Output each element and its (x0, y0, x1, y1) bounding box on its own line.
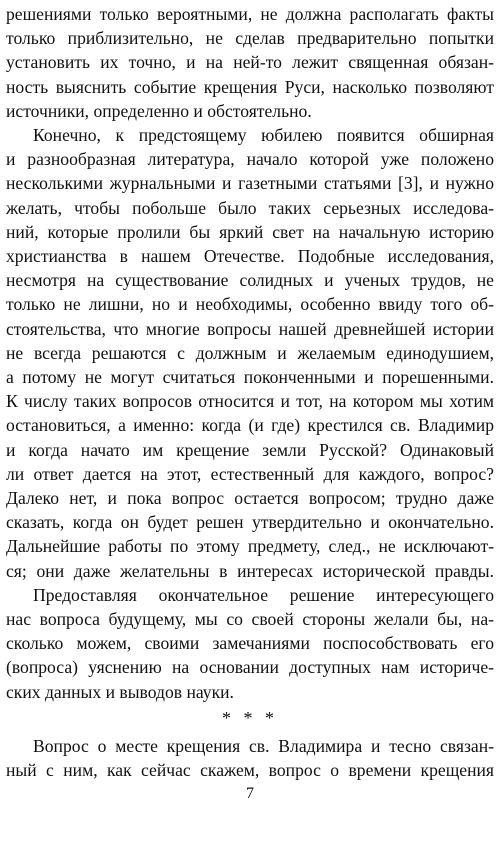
text-line: (вопроса) уяснению на основании доступных нам историче- (6, 657, 494, 678)
text-line: несколькими журнальными и газетными статьями [3], и нужно (6, 173, 494, 194)
text-line: а потому не могут считаться поконченными и порешенными. (6, 367, 494, 387)
text-line: только приблизительно, не сделав предварительно попытки (6, 28, 494, 49)
page-number: 7 (246, 785, 254, 803)
text-line: сколько можем, своими замечаниями поспособствовать его (6, 633, 494, 654)
text-line: сказать, когда он будет решен утвердительно и окончательно. (6, 512, 494, 533)
text-line: и разнообразная литература, начало которой уже положено (6, 149, 494, 170)
paragraph-first-line: Предоставляя окончательное решение интересующего (33, 584, 494, 605)
text-line: не всегда решаются с должным и желаемым единодушием, (6, 342, 494, 363)
text-line: К числу таких вопросов относится и тот, на котором мы хотим (6, 391, 494, 412)
text-line: Дальнейшие работы по этому предмету, след., не исключают- (6, 536, 494, 557)
text-line: только не лишни, но и необходимы, особенно ввиду того об- (6, 294, 494, 315)
text-line: христианства в нашем Отечестве. Подобные исследования, (6, 246, 494, 266)
paragraph-first-line: Конечно, к предстоящему юбилею появится обширная (33, 125, 494, 145)
text-line: желать, чтобы побольше было таких серьезных исследова- (6, 197, 494, 218)
text-line: установить их точно, и на ней-то лежит священная обязан- (6, 52, 494, 73)
text-line: решениями только вероятными, не должна располагать факты (6, 4, 494, 24)
text-line: ность выяснить событие крещения Руси, насколько позволяют (6, 76, 494, 97)
text-line: ских данных и выводов науки. (6, 681, 234, 702)
text-line: остановиться, а именно: когда (и где) крестился св. Владимир (6, 415, 494, 436)
text-line: ний, которые пролили бы яркий свет на начальную историю (6, 221, 494, 242)
text-line: стоятельства, что многие вопросы нашей древнейшей истории (6, 318, 494, 339)
section-separator: * * * (222, 707, 278, 728)
text-line: ный с ним, как сейчас скажем, вопрос о времени крещения (6, 760, 494, 780)
paragraph-first-line: Вопрос о месте крещения св. Владимира и тесно связан- (33, 735, 494, 756)
text-line: и когда начато им крещение земли Русской? Одинаковый (6, 439, 494, 460)
text-line: Далеко нет, и пока вопрос остается вопросом; трудно даже (6, 488, 494, 508)
text-line: нас вопроса будущему, мы со своей стороны желали бы, на- (6, 609, 494, 629)
text-line: источники, определенно и обстоятельно. (6, 100, 312, 121)
text-line: несмотря на существование солидных и ученых трудов, не (6, 270, 494, 291)
text-line: ся; они даже желательны в интересах исторической правды. (6, 560, 494, 581)
text-line: ли ответ дается на этот, естественный для каждого, вопрос? (6, 463, 494, 484)
